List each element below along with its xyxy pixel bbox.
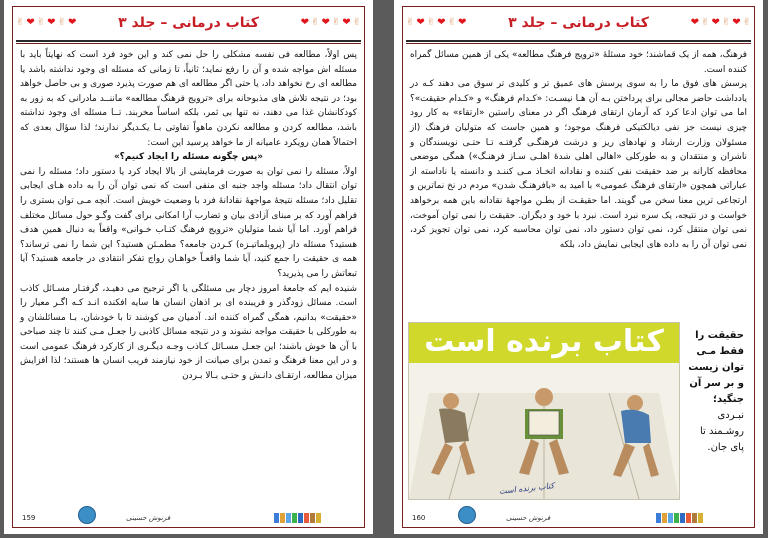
pull-quote-line: پای جان. (707, 442, 744, 453)
page-title: کتاب درمانی – جلد ۳ (508, 15, 649, 31)
page-title: کتاب درمانی – جلد ۳ (118, 15, 259, 31)
book-page-left (4, 0, 373, 534)
heart-icon: ❤ (690, 17, 700, 28)
book-spine-icon (674, 513, 679, 523)
pull-quote-line: و بر سر آن (689, 378, 744, 389)
victory-hand-icon: ✌ (742, 17, 751, 28)
pull-quote-line: توان زیست (688, 362, 744, 373)
page-footer (406, 500, 751, 526)
heart-icon: ❤ (711, 17, 720, 28)
pull-quote (684, 328, 744, 456)
header-icons-right (301, 18, 361, 28)
heart-icon: ❤ (457, 17, 467, 28)
heart-icon: ❤ (321, 17, 330, 28)
book-spine-icon (274, 513, 279, 523)
heart-icon: ❤ (47, 17, 56, 28)
victory-hand-icon: ✌ (16, 17, 25, 28)
victory-hand-icon: ✌ (721, 17, 731, 28)
pull-quote-line: روشـمند تا (699, 426, 744, 437)
pull-quote-line: فقط مـی (696, 346, 744, 357)
header-icons-left (16, 18, 76, 28)
book-spine-icon (310, 513, 315, 523)
victory-hand-icon: ✌ (36, 17, 46, 28)
victory-hand-icon: ✌ (352, 17, 361, 28)
book-spine-icon (304, 513, 309, 523)
book-spine-icon (292, 513, 297, 523)
book-spine-icon (668, 513, 673, 523)
header-divider (16, 40, 361, 42)
page-body (20, 48, 357, 384)
book-spine-icon (680, 513, 685, 523)
victory-hand-icon: ✌ (447, 17, 456, 28)
book-page-right (394, 0, 763, 534)
victory-hand-icon: ✌ (311, 17, 320, 28)
book-spine-icon (316, 513, 321, 523)
paragraph: فرهنگ، همه از یک قماشند؛ خود مسئلهٔ «ترویج فرهنگ مطالعه» یکی از همین مسائل گمراه کننده است. (410, 50, 747, 75)
paragraph: شنیده ایم که جامعهٔ امروز دچار بی مسئلگی یا اگر ترجیح می دهیـد، گرفتـار مسـائل کاذب است. مسائل زودگذر و فریبنده ای بر اذهان انسان ها سایه افکنده انـد کـه اگـر معیار را «حقیقت» بدانیم، همگی گمراه کننده اند. آدمیان می کوشند تا با خودشان، بـا مسائلشان و به طورکلی با حقیقت مواجه نشوند و در نتیجه مسائل کاذبی را جعـل مـی کنند تا چند صباحی با آن ها خوش باشند؛ این جعـل مسـائل کـاذب وجـه دیگـری از کارکرد فرهنگ عمومی است و در این معنا فرهنگ و تمدن برای صیانت از خود نیازمند فریب انسان ها هستند؛ لذا افزایش میزان مطالعه، ارتقـای دانـش و حتـی بـالا بـردن (20, 283, 357, 382)
page-footer (16, 500, 361, 526)
paragraph: پرسش های فوق ما را به سوی پرسش های عمیق تر و کلیدی تر سوق می دهند کـه در یادداشت حاضر مجالی برای پرداختن بـه آن هـا نیسـت: «کـدام فرهنگ» و «کـدام حقیقت»؟ اما می توان ادعا کرد که آرمان ارتقای فرهنگ اگر در معنای راستین «ارتقاء» به کار رود چیزی نیست جز نفی دیالکتیکی فرهنگ موجود؛ و همین جاست که متولیان فرهنگ (از مسئولان وزارت ارشاد و نهادهای ریز و درشت فرهنگـی گرفتـه تـا حتـی نویسندگان و ناشران و منتقدان و به طورکلی «اهالی اهلی شدهٔ اهلـی سـاز فرهنـگ») همگی موضعی محافظه کارانه بر ضد حقیقت نفی کننده و نقادانه اتخـاذ مـی کننـد و دانسته یا ناداسته از عباراتی همچون «ارتقای فرهنگ عمومی» با امید به «بافرهنـگ شدن» مردم در نخ نماترین و ارتجاعی ترین معنا سخن می گویند. اما حقیقـت از بطـن مواجههٔ نقادانه باین همه برخواهد خواست و در نتیجه، یک سره نبرد است. نبرد با خود و دیگران. حقیقت را نمی توان آموخت، نمی توان منتقل کرد، نمی توان دستور داد، نمی توان محاسبه کرد، نمی توان تجویز کرد، نمی توان آن را به داده های ایجابی نمایش داد، بلکه (410, 79, 747, 250)
page-header (16, 8, 361, 38)
page-body (410, 48, 747, 314)
victory-hand-icon: ✌ (331, 17, 341, 28)
footer-decoration-icons (274, 513, 321, 523)
paragraph-question: «پس چگونه مسئله را ایجاد کنیم؟» (113, 152, 264, 163)
heart-icon: ❤ (342, 17, 351, 28)
runners-drawing (409, 323, 679, 499)
header-divider (406, 40, 751, 42)
header-icons-right (691, 18, 751, 28)
book-spine-icon (662, 513, 667, 523)
book-spine-icon (286, 513, 291, 523)
victory-hand-icon: ✌ (426, 17, 436, 28)
pull-quote-line: جنگید؛ (713, 394, 744, 405)
paragraph: اولاً، مسئله را نمی توان به صورت فرمایشی از بالا ایجاد کرد یا دستور داد؛ مسئله را نمی توان انتقال داد؛ مسئله واجد جنبه ای منفی است که نمی توان آن را به داده هـای ایجابی تقلیل داد؛ مسئله نتیجهٔ مواجههٔ نقادانهٔ فرد با وضعیت خویش است. آنچه مـی توان بستری را فراهم آورد که بر مبنای آزادی بیان و تضارب آرا امکانی برای گفت وگـو حول مسائل مختلف فراهم آورد. اما آیا شما متولیان «ترویج فرهنگ کتـاب خـوانی» واقعاً به دنبال همین هدف هستید؟ مسئله دار (پروبلماتیـزه) کـردن جامعه؟ مطمـئن هستید؟ این شما را نمی ترساند؟ همه ی حقیقت را جمع کنید، آیا شما واقعـاً خواهـان رواج تفکر انتقادی در جامعه هستید؟ آیا تبعاتش را می پذیرید؟ (20, 166, 357, 279)
pull-quote-line: نبـردی (717, 410, 744, 421)
book-spine-icon (656, 513, 661, 523)
book-spine-icon (298, 513, 303, 523)
publisher-logo-icon (458, 506, 476, 524)
page-number: 160 (412, 514, 426, 522)
heart-icon: ❤ (300, 17, 310, 28)
victory-hand-icon: ✌ (57, 17, 66, 28)
page-number: 159 (22, 514, 36, 522)
pull-quote-line: حقیقت را (695, 330, 744, 341)
illustration-title: کتاب برنده است (424, 324, 664, 359)
illustration-caption: کتاب برنده است (498, 481, 555, 496)
footer-decoration-icons (656, 513, 703, 523)
heart-icon: ❤ (67, 17, 77, 28)
book-spine-icon (280, 513, 285, 523)
author-signature: فرنوش حسینی (506, 514, 551, 522)
header-icons-left (406, 18, 466, 28)
page-header (406, 8, 751, 38)
author-signature: فرنوش حسینی (126, 514, 171, 522)
heart-icon: ❤ (26, 17, 35, 28)
victory-hand-icon: ✌ (701, 17, 710, 28)
book-spine-icon (686, 513, 691, 523)
publisher-logo-icon (78, 506, 96, 524)
header-divider-thin (406, 43, 751, 44)
book-spine-icon (692, 513, 697, 523)
book-winner-illustration (408, 322, 680, 500)
paragraph: پس اولاً، مطالعه فی نفسه مشکلی را حل نمی کند و این خود فرد است که نهایتاً باید با مسئله اش مواجه شده و آن را رفع نماید؛ ثانیاً، تا زمانی که مسئله ای وجود نداشته باشد یا مطالعه ای رخ نخواهد داد، یا حتی اگر مطالعه ای هم صورت پذیرد صوری و بی حاصل خواهد بود؛ در نتیجه تلاش های مذبوحانه برای «ترویج فرهنگ مطالعه» ماننــد مادرانی که به زور به کودکانشان غذا می دهند، نه تنها بی ثمر، بلکه اساساً مخربند. تــا مسئله ای وجود نداشته باشد، مطالعه کردن و مطالعه نکردن ماهواً تفاوتی بـا یکـدیگر ندارند؛ لذا سؤال بعدی که احتمالاً همان رویکرد عامیانه از ما خواهد پرسید این است: (20, 50, 357, 148)
header-divider-thin (16, 43, 361, 44)
heart-icon: ❤ (732, 17, 741, 28)
heart-icon: ❤ (437, 17, 446, 28)
victory-hand-icon: ✌ (406, 17, 415, 28)
book-spine-icon (698, 513, 703, 523)
heart-icon: ❤ (416, 17, 425, 28)
